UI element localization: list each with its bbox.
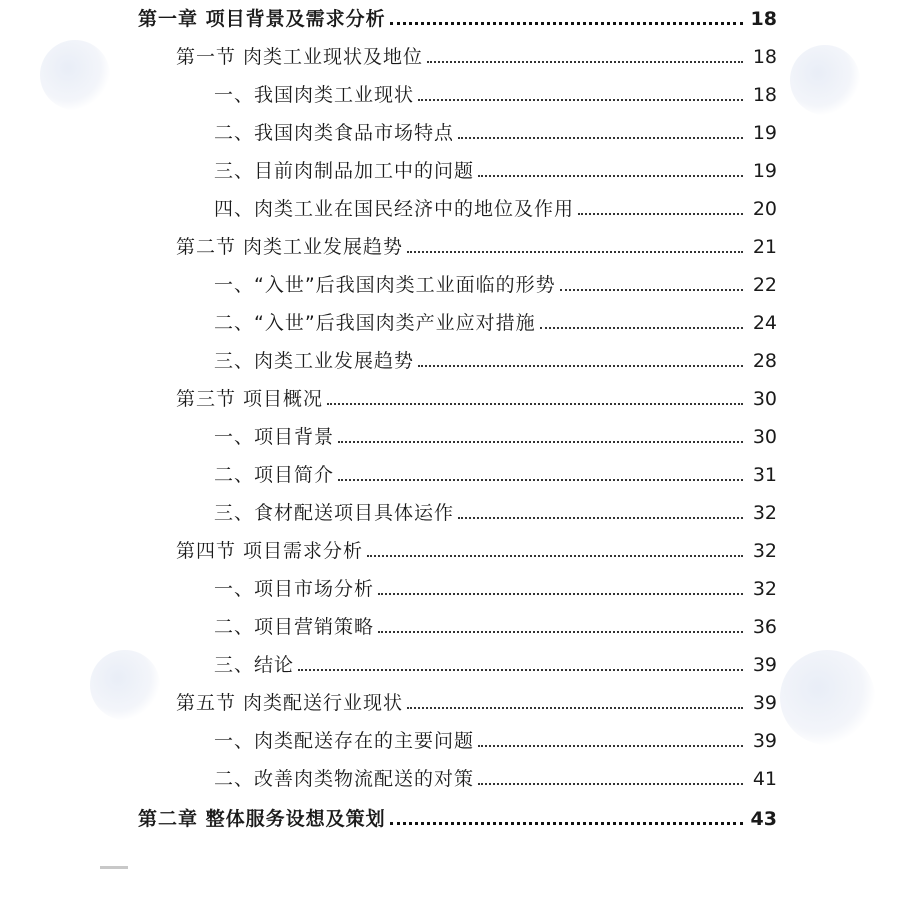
toc-entry-section-2[interactable] [176, 228, 777, 258]
dot-leader [407, 251, 743, 253]
toc-page-number: 39 [752, 730, 777, 752]
toc-title: 第一节 肉类工业现状及地位 [176, 46, 424, 68]
toc-entry-item[interactable] [214, 152, 777, 182]
dot-leader [338, 479, 743, 481]
toc-entry-item[interactable] [214, 418, 777, 448]
toc-page-number: 24 [752, 312, 777, 334]
toc-entry-item[interactable] [214, 266, 777, 296]
toc-page-number: 19 [752, 122, 777, 144]
toc-entry-item[interactable] [214, 646, 777, 676]
toc-page-number: 39 [752, 692, 777, 714]
dot-leader [478, 175, 743, 177]
toc-entry-item[interactable] [214, 456, 777, 486]
toc-title: 二、项目营销策略 [214, 616, 375, 638]
dot-leader [560, 289, 743, 291]
toc-entry-section-3[interactable] [176, 380, 777, 410]
toc-title: 三、肉类工业发展趋势 [214, 350, 415, 372]
toc-page-number: 30 [752, 388, 777, 410]
toc-title: 二、“入世”后我国肉类产业应对措施 [214, 312, 536, 334]
toc-page-number: 19 [752, 160, 777, 182]
dot-leader [378, 593, 743, 595]
toc-page-number: 20 [752, 198, 777, 220]
toc-page-number: 18 [752, 84, 777, 106]
dot-leader [578, 213, 743, 215]
dot-leader [418, 365, 743, 367]
dot-leader [418, 99, 743, 101]
toc-page-number: 28 [752, 350, 777, 372]
toc-page-number: 32 [752, 540, 777, 562]
toc-entry-item[interactable] [214, 76, 777, 106]
toc-title: 第五节 肉类配送行业现状 [176, 692, 404, 714]
dot-leader [327, 403, 743, 405]
toc-entry-item[interactable] [214, 570, 777, 600]
toc-page-number: 21 [752, 236, 777, 258]
toc-entry-chapter-1[interactable] [138, 0, 777, 30]
toc-page-number: 22 [752, 274, 777, 296]
toc-entry-item[interactable] [214, 494, 777, 524]
toc-entry-item[interactable] [214, 190, 777, 220]
dot-leader [458, 517, 743, 519]
watermark-elephant-icon [40, 40, 110, 110]
dot-leader [427, 61, 743, 63]
toc-page-number: 41 [752, 768, 777, 790]
toc-entry-chapter-2[interactable] [138, 800, 777, 830]
toc-title: 一、肉类配送存在的主要问题 [214, 730, 475, 752]
toc-entry-item[interactable] [214, 722, 777, 752]
toc-title: 一、我国肉类工业现状 [214, 84, 415, 106]
toc-page-number: 39 [752, 654, 777, 676]
toc-title: 第二章 整体服务设想及策划 [138, 808, 386, 830]
toc-title: 三、食材配送项目具体运作 [214, 502, 455, 524]
toc-title: 二、项目简介 [214, 464, 335, 486]
dot-leader [407, 707, 743, 709]
toc-page-number: 18 [752, 46, 777, 68]
toc-title: 第四节 项目需求分析 [176, 540, 364, 562]
dot-leader [478, 783, 743, 785]
toc-entry-item[interactable] [214, 342, 777, 372]
toc-title: 一、项目背景 [214, 426, 335, 448]
toc-title: 四、肉类工业在国民经济中的地位及作用 [214, 198, 575, 220]
toc-page-number: 32 [752, 578, 777, 600]
toc-entry-section-4[interactable] [176, 532, 777, 562]
toc-title: 第二节 肉类工业发展趋势 [176, 236, 404, 258]
toc-title: 一、“入世”后我国肉类工业面临的形势 [214, 274, 556, 296]
dot-leader [367, 555, 743, 557]
dot-leader [338, 441, 743, 443]
toc-entry-item[interactable] [214, 760, 777, 790]
toc-page-number: 43 [750, 808, 777, 830]
toc-title: 三、目前肉制品加工中的问题 [214, 160, 475, 182]
toc-page-number: 32 [752, 502, 777, 524]
toc-title: 第一章 项目背景及需求分析 [138, 8, 386, 30]
toc-entry-item[interactable] [214, 608, 777, 638]
toc-page-number: 18 [750, 8, 777, 30]
dot-leader [378, 631, 743, 633]
dot-leader [390, 22, 743, 25]
dot-leader [298, 669, 743, 671]
toc-title: 二、改善肉类物流配送的对策 [214, 768, 475, 790]
watermark-elephant-icon [790, 45, 860, 115]
watermark-elephant-icon [780, 650, 875, 745]
toc-title: 三、结论 [214, 654, 295, 676]
toc-title: 一、项目市场分析 [214, 578, 375, 600]
dot-leader [390, 822, 743, 825]
footer-dash [100, 866, 128, 869]
dot-leader [458, 137, 743, 139]
toc-title: 二、我国肉类食品市场特点 [214, 122, 455, 144]
dot-leader [540, 327, 743, 329]
toc-page-number: 36 [752, 616, 777, 638]
toc-page-number: 31 [752, 464, 777, 486]
toc-entry-item[interactable] [214, 304, 777, 334]
dot-leader [478, 745, 743, 747]
toc-entry-section-5[interactable] [176, 684, 777, 714]
toc-entry-section-1[interactable] [176, 38, 777, 68]
toc-title: 第三节 项目概况 [176, 388, 324, 410]
toc-entry-item[interactable] [214, 114, 777, 144]
toc-page-number: 30 [752, 426, 777, 448]
watermark-elephant-icon [90, 650, 160, 720]
